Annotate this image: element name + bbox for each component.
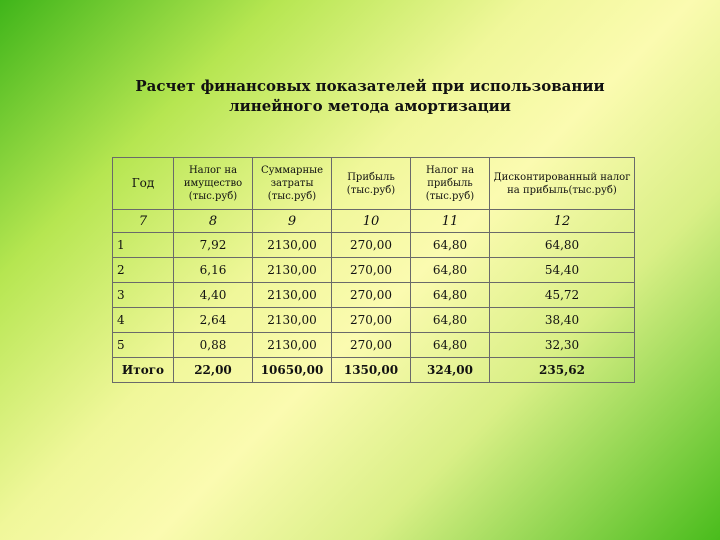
profit-tax-cell: 64,80 [411,233,490,258]
total-row [113,358,635,383]
column-number: 9 [253,210,332,233]
profit-cell: 270,00 [332,283,411,308]
column-number: 10 [332,210,411,233]
total-costs: 10650,00 [253,358,332,383]
discounted-tax-cell: 32,30 [490,333,635,358]
financial-table [112,157,635,383]
profit-cell: 270,00 [332,308,411,333]
property-tax-cell: 0,88 [174,333,253,358]
column-number: 8 [174,210,253,233]
slide-title [110,76,630,116]
year-cell: 2 [113,258,174,283]
table-row [113,233,635,258]
discounted-tax-cell: 64,80 [490,233,635,258]
column-number: 11 [411,210,490,233]
total-property-tax: 22,00 [174,358,253,383]
table-row [113,333,635,358]
column-number-row [113,210,635,233]
total-costs-cell: 2130,00 [253,283,332,308]
profit-tax-cell: 64,80 [411,283,490,308]
header-profit: Прибыль (тыс.руб) [332,158,411,210]
total-profit: 1350,00 [332,358,411,383]
profit-cell: 270,00 [332,258,411,283]
column-number: 7 [113,210,174,233]
header-row [113,158,635,210]
total-costs-cell: 2130,00 [253,233,332,258]
year-cell: 3 [113,283,174,308]
header-discounted-profit-tax: Дисконтированный налог на прибыль(тыс.руб) [490,158,635,210]
profit-tax-cell: 64,80 [411,308,490,333]
property-tax-cell: 6,16 [174,258,253,283]
discounted-tax-cell: 38,40 [490,308,635,333]
header-profit-tax: Налог на прибыль (тыс.руб) [411,158,490,210]
year-cell: 4 [113,308,174,333]
profit-tax-cell: 64,80 [411,258,490,283]
total-label: Итого [113,358,174,383]
total-costs-cell: 2130,00 [253,308,332,333]
table-row [113,258,635,283]
table-row [113,308,635,333]
profit-cell: 270,00 [332,233,411,258]
title-line-1: Расчет финансовых показателей при использовании [135,77,605,95]
title-line-2: линейного метода амортизации [229,97,511,115]
discounted-tax-cell: 54,40 [490,258,635,283]
total-costs-cell: 2130,00 [253,333,332,358]
year-cell: 1 [113,233,174,258]
profit-cell: 270,00 [332,333,411,358]
discounted-tax-cell: 45,72 [490,283,635,308]
property-tax-cell: 7,92 [174,233,253,258]
profit-tax-cell: 64,80 [411,333,490,358]
total-profit-tax: 324,00 [411,358,490,383]
column-number: 12 [490,210,635,233]
year-cell: 5 [113,333,174,358]
total-costs-cell: 2130,00 [253,258,332,283]
property-tax-cell: 2,64 [174,308,253,333]
header-total-costs: Суммарные затраты (тыс.руб) [253,158,332,210]
total-discounted-tax: 235,62 [490,358,635,383]
table-row [113,283,635,308]
header-year: Год [113,158,174,210]
header-property-tax: Налог на имущество (тыс.руб) [174,158,253,210]
property-tax-cell: 4,40 [174,283,253,308]
